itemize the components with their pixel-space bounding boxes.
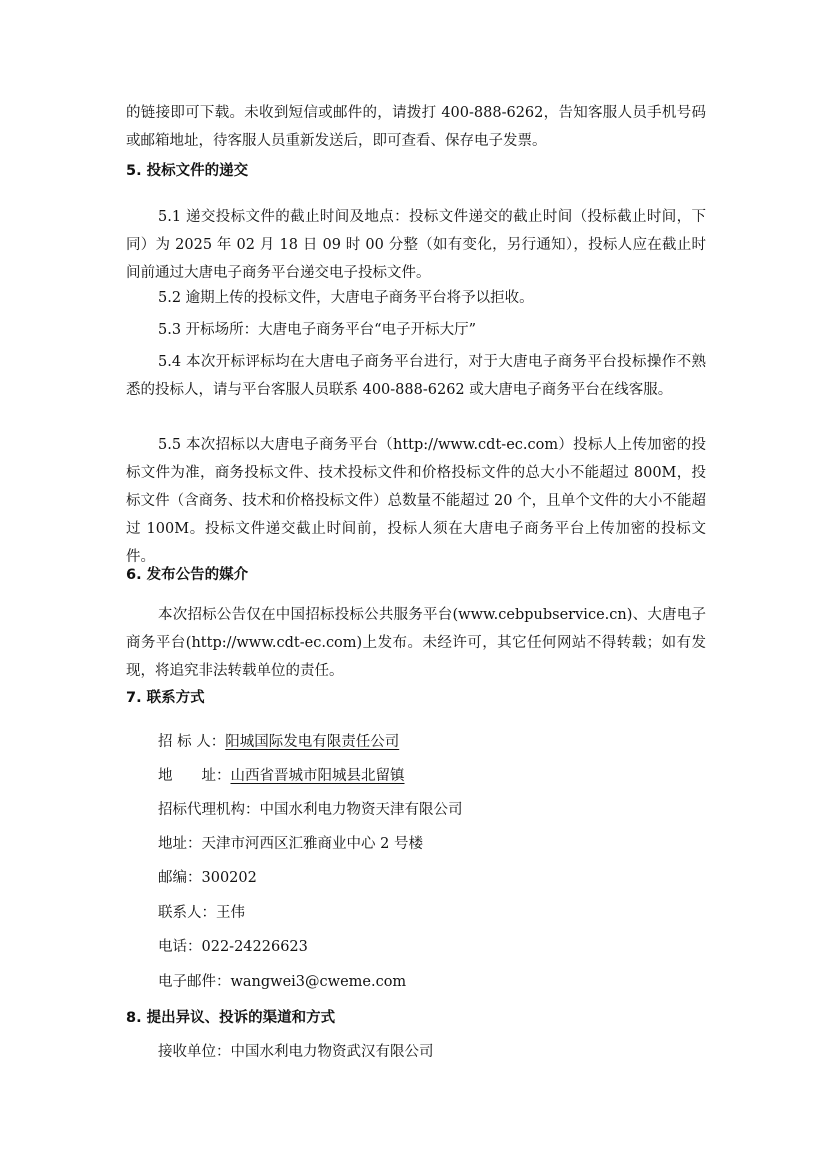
- section-8-heading: 8. 提出异议、投诉的渠道和方式: [126, 1010, 336, 1026]
- address-line: [158, 764, 405, 788]
- section-7-heading: 7. 联系方式: [126, 690, 205, 706]
- section-5-heading: 5. 投标文件的递交: [126, 163, 249, 179]
- bidder-label: 招 标 人：: [158, 734, 226, 750]
- receiver-line: 接收单位：中国水利电力物资武汉有限公司: [158, 1044, 434, 1060]
- email-line: 电子邮件：wangwei3@cweme.com: [158, 974, 407, 990]
- postcode-line: 邮编：300202: [158, 870, 257, 886]
- address-value: 山西省晋城市阳城县北留镇: [230, 768, 405, 784]
- section-6-heading: 6. 发布公告的媒介: [126, 567, 249, 583]
- agent-line: 招标代理机构：中国水利电力物资天津有限公司: [158, 802, 463, 818]
- address-label: 地 址：: [158, 768, 231, 784]
- section-5-1-paragraph: 5.1 递交投标文件的截止时间及地点：投标文件递交的截止时间（投标截止时间，下同）为 2025 年 02 月 18 日 09 时 00 分整（如有变化，另行通知），投标人应在截止时间前通过大唐电子商务平台递交电子投标文件。: [126, 209, 706, 281]
- section-5-4-paragraph: 5.4 本次开标评标均在大唐电子商务平台进行，对于大唐电子商务平台投标操作不熟悉的投标人，请与平台客服人员联系 400-888-6262 或大唐电子商务平台在线客服。: [126, 354, 706, 398]
- bidder-line: [158, 730, 399, 754]
- section-6-paragraph: 本次招标公告仅在中国招标投标公共服务平台(www.cebpubservice.cn)、大唐电子商务平台(http://www.cdt-ec.com)上发布。未经许可，其它任何网站不得转载；如有发现，将追究非法转载单位的责任。: [126, 607, 706, 679]
- contact-person-line: 联系人：王伟: [158, 905, 245, 921]
- section-5-2-paragraph: 5.2 逾期上传的投标文件，大唐电子商务平台将予以拒收。: [158, 290, 534, 306]
- section-5-5-paragraph: 5.5 本次招标以大唐电子商务平台（http://www.cdt-ec.com）投标人上传加密的投标文件为准，商务投标文件、技术投标文件和价格投标文件的总大小不能超过 800M，投标文件（含商务、技术和价格投标文件）总数量不能超过 20 个，且单个文件的大小不能超过 100M。投标文件递交截止时间前，投标人须在大唐电子商务平台上传加密的投标文件。: [126, 437, 706, 565]
- bidder-value: 阳城国际发电有限责任公司: [225, 734, 400, 750]
- section-5-3-paragraph: 5.3 开标场所：大唐电子商务平台“电子开标大厅”: [158, 322, 476, 338]
- intro-paragraph: 的链接即可下载。未收到短信或邮件的，请拨打 400-888-6262，告知客服人员手机号码或邮箱地址，待客服人员重新发送后，即可查看、保存电子发票。: [126, 105, 706, 149]
- agent-address-line: 地址：天津市河西区汇雅商业中心 2 号楼: [158, 836, 423, 852]
- phone-line: 电话：022-24226623: [158, 939, 308, 955]
